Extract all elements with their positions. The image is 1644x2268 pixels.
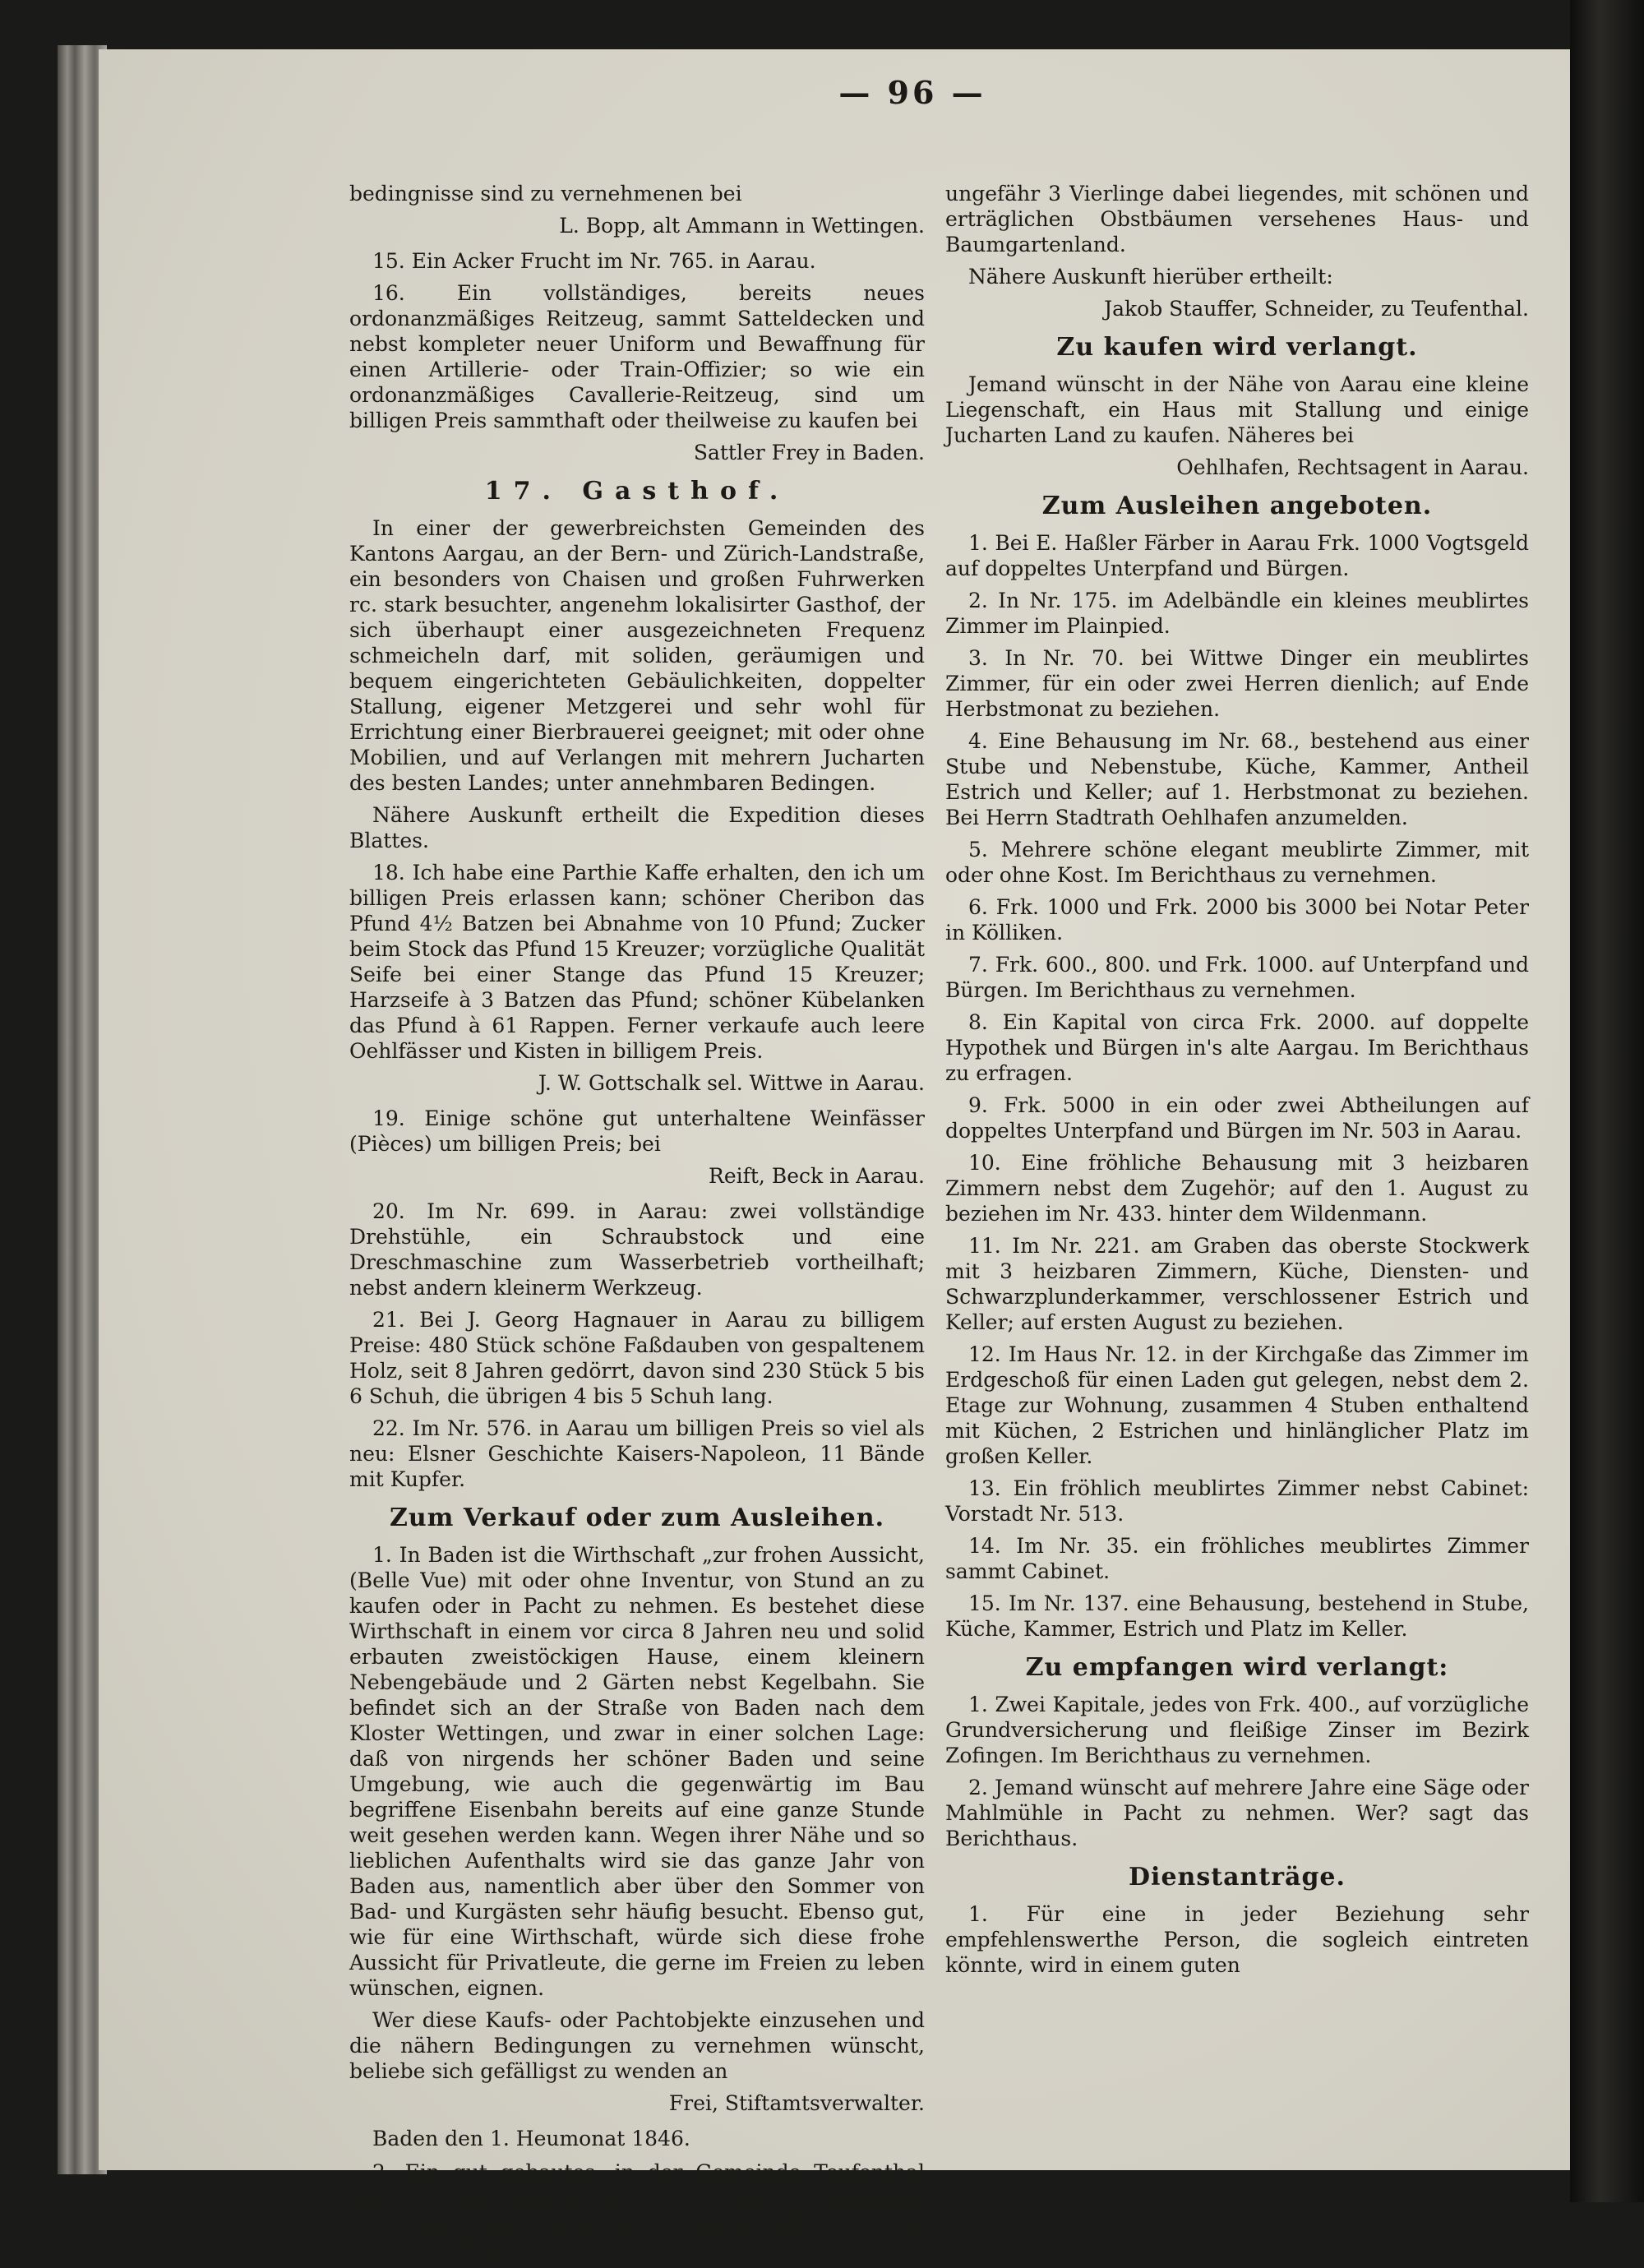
notice-17: In einer der gewerbreichsten Gemeinden des Kantons Aargau, an der Bern- und Zürich-Landstraße, ein besonders von Chaisen und großen Fuhrwerken rc. stark besuchter, angenehm lokalisirter Gasthof, der sich überhaupt einer ausgezeichneten Frequenz schmeicheln darf, mit soliden, geräumigen und bequem eingerichteten Gebäulichkeiten, doppelter Stallung, eigener Metzgerei und sehr wohl für Errichtung einer Bierbrauerei geeignet; mit oder ohne Mobilien, und auf Verlangen mit mehrern Jucharten des besten Landes; unter annehmbaren Bedingen.	[349, 516, 925, 795]
notice-19: 19. Einige schöne gut unterhaltene Weinfässer (Pièces) um billigen Preis; bei	[349, 1106, 925, 1156]
notice-18: 18. Ich habe eine Parthie Kaffe erhalten, den ich um billigen Preis erlassen kann; schöner Cheribon das Pfund 4½ Batzen bei Abnahme von 10 Pfund; Zucker beim Stock das Pfund 15 Kreuzer; vorzügliche Qualität Seife bei einer Stange das Pfund 15 Kreuzer; Harzseife à 3 Batzen das Pfund; schöner Kübelanken das Pfund à 61 Rappen. Ferner verkaufe auch leere Oehlfässer und Kisten in billigem Preis.	[349, 861, 925, 1063]
ausleihen-notice: 5. Mehrere schöne elegant meublirte Zimmer, mit oder ohne Kost. Im Berichthaus zu vernehmen.	[945, 838, 1529, 887]
verkauf-notice-1-contact: Wer diese Kaufs- oder Pachtobjekte einzusehen und die nähern Bedingungen zu vernehmen wünscht, beliebe sich gefälligst zu wenden an	[349, 2008, 925, 2083]
ausleihen-notice: 12. Im Haus Nr. 12. in der Kirchgaße das Zimmer im Erdgeschoß für einen Laden gut gelegen, nebst dem 2. Etage zur Wohnung, zusammen 4 Stuben enthaltend mit Küchen, 2 Estrichen und hinlänglicher Platz im großen Keller.	[945, 1342, 1529, 1468]
section-heading-kaufen: Zu kaufen wird verlangt.	[1056, 333, 1418, 362]
verkauf-notice-1: 1. In Baden ist die Wirthschaft „zur frohen Aussicht, (Belle Vue) mit oder ohne Inventur, von Stund an zu kaufen oder in Pacht zu nehmen. Es bestehet diese Wirthschaft in einem vor circa 8 Jahren neu und solid erbauten zweistöckigen Hause, einem kleinern Nebengebäude und 2 Gärten nebst Kegelbahn. Sie befindet sich an der Straße von Baden nach dem Kloster Wettingen, und zwar in einer solchen Lage: daß von nirgends her schöner Baden und seine Umgebung, wie auch die gegenwärtig im Bau begriffene Eisenbahn bereits auf eine ganze Stunde weit gesehen werden kann. Wegen ihrer Nähe und so lieblichen Aufenthalts wird sie das ganze Jahr von Baden aus, namentlich aber über den Sommer von Bad- und Kurgästen sehr häufig besucht. Ebenso gut, wie für eine Wirthschaft, würde sich diese frohe Aussicht für Privatleute, die gerne im Freien zu leben wünschen, eignen.	[349, 1543, 925, 2000]
notice-21: 21. Bei J. Georg Hagnauer in Aarau zu billigem Preise: 480 Stück schöne Faßdauben von gespaltenem Holz, seit 8 Jahren gedörrt, davon sind 230 Stück 5 bis 6 Schuh, die übrigen 4 bis 5 Schuh lang.	[349, 1308, 925, 1408]
page-margin-strip	[1570, 0, 1644, 2202]
notice-16: 16. Ein vollständiges, bereits neues ordonanzmäßiges Reitzeug, sammt Satteldecken und nebst kompleter neuer Uniform und Bewaffnung für einen Artillerie- oder Train-Offizier; so wie ein ordonanzmäßiges Cavallerie-Reitzeug, sind um billigen Preis sammthaft oder theilweise zu kaufen bei	[349, 281, 925, 432]
ausleihen-notice: 7. Frk. 600., 800. und Frk. 1000. auf Unterpfand und Bürgen. Im Berichthaus zu vernehmen.	[945, 953, 1529, 1002]
page-number: — 96 —	[838, 74, 986, 111]
right-column	[945, 181, 1529, 1984]
signature: Frei, Stiftamtsverwalter.	[668, 2091, 925, 2115]
ausleihen-notice: 11. Im Nr. 221. am Graben das oberste Stockwerk mit 3 heizbaren Zimmern, Küche, Diensten- und Schwarzplunderkammer, verschlossener Estrich und Keller; auf ersten August zu beziehen.	[945, 1234, 1529, 1334]
left-column	[349, 181, 925, 2268]
ausleihen-notice: 3. In Nr. 70. bei Wittwe Dinger ein meublirtes Zimmer, für ein oder zwei Herren dienlich; auf Ende Herbstmonat zu beziehen.	[945, 646, 1529, 721]
notice-17-contact: Nähere Auskunft ertheilt die Expedition dieses Blattes.	[349, 803, 925, 852]
section-heading-dienst: Dienstanträge.	[1129, 1863, 1346, 1892]
notice-22: 22. Im Nr. 576. in Aarau um billigen Preis so viel als neu: Elsner Geschichte Kaisers-Napoleon, 11 Bände mit Kupfer.	[349, 1416, 925, 1491]
dienst-notice: 1. Für eine in jeder Beziehung sehr empfehlenswerthe Person, die sogleich eintreten könnte, wird in einem guten	[945, 1902, 1529, 1977]
ausleihen-notice: 4. Eine Behausung im Nr. 68., bestehend aus einer Stube und Nebenstube, Küche, Kammer, Antheil Estrich und Keller; auf 1. Herbstmonat zu beziehen. Bei Herrn Stadtrath Oehlhafen anzumelden.	[945, 729, 1529, 829]
signature: J. W. Gottschalk sel. Wittwe in Aarau.	[538, 1071, 925, 1095]
ausleihen-notice: 10. Eine fröhliche Behausung mit 3 heizbaren Zimmern nebst dem Zugehör; auf den 1. August zu beziehen im Nr. 433. hinter dem Wildenmann.	[945, 1151, 1529, 1226]
ausleihen-notice: 14. Im Nr. 35. ein fröhliches meublirtes Zimmer sammt Cabinet.	[945, 1534, 1529, 1583]
verkauf-notice-2: 2. Ein gut gebautes, in der Gemeinde Teufenthal und an der Straße nach Dürrenäsch gelegenes Wohnhaus mit Scheune, Schweinställen, einem laufenden Brunnen und	[349, 2160, 925, 2261]
kaufen-notice: Jemand wünscht in der Nähe von Aarau eine kleine Liegenschaft, ein Haus mit Stallung und einige Jucharten Land zu kaufen. Näheres bei	[945, 372, 1529, 447]
signature: Oehlhafen, Rechtsagent in Aarau.	[1176, 455, 1529, 479]
continued-contact: Nähere Auskunft hierüber ertheilt:	[968, 265, 1333, 289]
signature: L. Bopp, alt Ammann in Wettingen.	[559, 214, 925, 238]
section-heading-ausleihen: Zum Ausleihen angeboten.	[1041, 492, 1433, 520]
empfangen-notice: 2. Jemand wünscht auf mehrere Jahre eine Säge oder Mahlmühle in Pacht zu nehmen. Wer? sagt das Berichthaus.	[945, 1776, 1529, 1850]
signature: Reift, Beck in Aarau.	[709, 1164, 925, 1188]
notice-20: 20. Im Nr. 699. in Aarau: zwei vollständige Drehstühle, ein Schraubstock und eine Dreschmaschine zum Wasserbetrieb vortheilhaft; nebst andern kleinerm Werkzeug.	[349, 1199, 925, 1300]
section-heading-empfangen: Zu empfangen wird verlangt:	[1025, 1653, 1449, 1682]
section-heading-verkauf: Zum Verkauf oder zum Ausleihen.	[389, 1504, 885, 1532]
notice-15: 15. Ein Acker Frucht im Nr. 765. in Aarau.	[372, 249, 816, 273]
signature: Sattler Frey in Baden.	[693, 441, 925, 464]
empfangen-notice: 1. Zwei Kapitale, jedes von Frk. 400., auf vorzügliche Grundversicherung und fleißige Zinser im Bezirk Zofingen. Im Berichthaus zu vernehmen.	[945, 1693, 1529, 1767]
continued-text: ungefähr 3 Vierlinge dabei liegendes, mit schönen und erträglichen Obstbäumen versehenes Haus- und Baumgartenland.	[945, 182, 1529, 256]
ausleihen-notice: 9. Frk. 5000 in ein oder zwei Abtheilungen auf doppeltes Unterpfand und Bürgen im Nr. 503 in Aarau.	[945, 1093, 1529, 1143]
ausleihen-notice: 15. Im Nr. 137. eine Behausung, bestehend in Stube, Küche, Kammer, Estrich und Platz im Keller.	[945, 1591, 1529, 1641]
ausleihen-notice: 1. Bei E. Haßler Färber in Aarau Frk. 1000 Vogtsgeld auf doppeltes Unterpfand und Bürgen.	[945, 531, 1529, 580]
continued-text: bedingnisse sind zu vernehmenen bei	[349, 182, 742, 206]
signature: Jakob Stauffer, Schneider, zu Teufenthal.	[1104, 297, 1529, 321]
ausleihen-notice: 13. Ein fröhlich meublirtes Zimmer nebst Cabinet: Vorstadt Nr. 513.	[945, 1476, 1529, 1526]
ausleihen-notice: 8. Ein Kapital von circa Frk. 2000. auf doppelte Hypothek und Bürgen in's alte Aargau. Im Berichthaus zu erfragen.	[945, 1010, 1529, 1085]
notice-17-heading: 17. Gasthof.	[484, 477, 790, 506]
ausleihen-notice: 6. Frk. 1000 und Frk. 2000 bis 3000 bei Notar Peter in Kölliken.	[945, 895, 1529, 945]
ausleihen-notice: 2. In Nr. 175. im Adelbändle ein kleines meublirtes Zimmer im Plainpied.	[945, 589, 1529, 638]
dateline: Baden den 1. Heumonat 1846.	[372, 2127, 690, 2150]
